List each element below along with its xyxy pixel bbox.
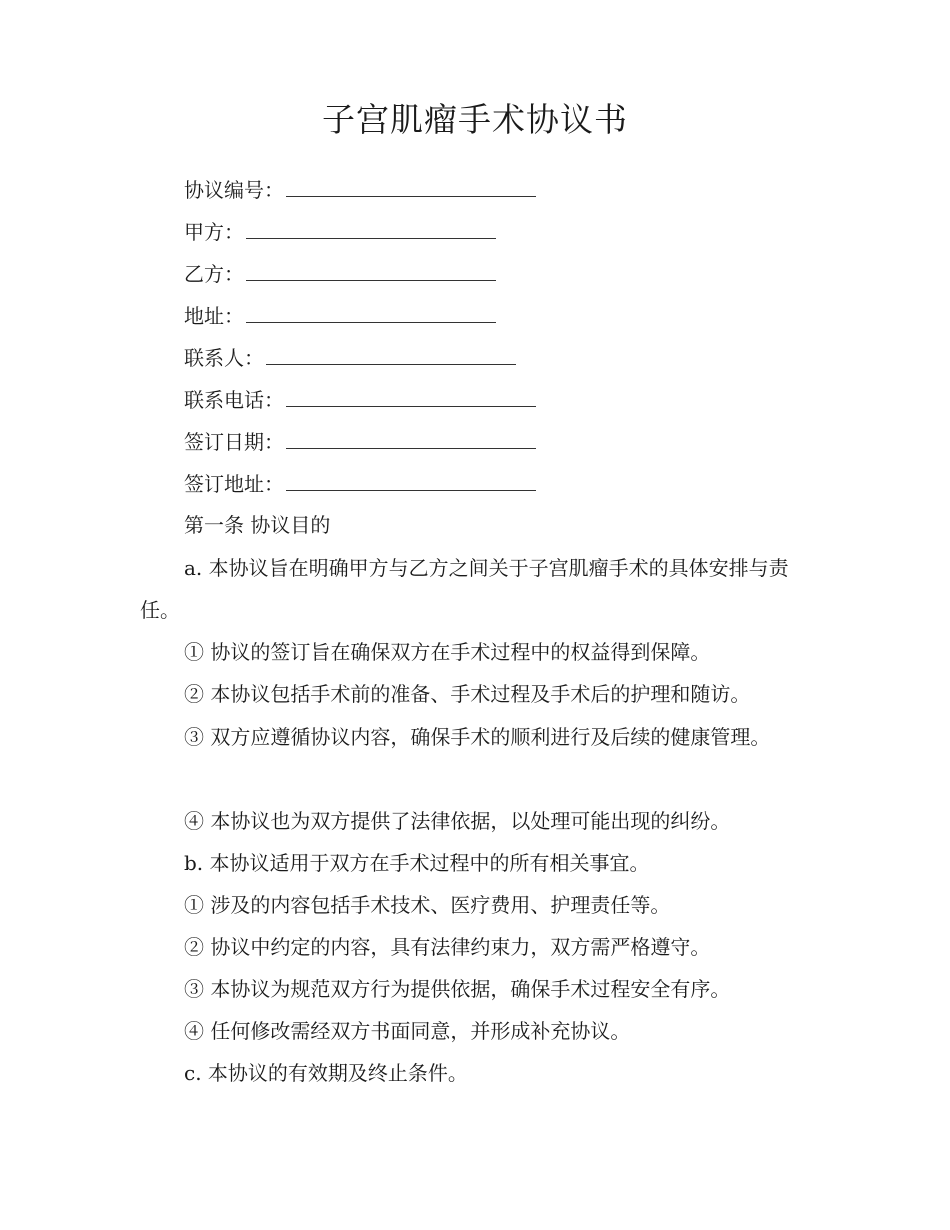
field-label: 签订日期：	[184, 430, 284, 454]
clause-b: b. 本协议适用于双方在手术过程中的所有相关事宜。	[184, 851, 650, 875]
field-label: 协议编号：	[184, 178, 284, 202]
field-label: 联系人：	[184, 346, 264, 370]
fill-in-blank	[286, 468, 536, 491]
field-signing-date	[184, 426, 536, 457]
field-label: 乙方：	[184, 262, 244, 286]
fill-in-blank	[246, 216, 496, 239]
field-label: 地址：	[184, 304, 244, 328]
field-contact-person	[184, 342, 516, 373]
fill-in-blank	[246, 258, 496, 281]
clause-a-point-1: ① 协议的签订旨在确保双方在手术过程中的权益得到保障。	[184, 640, 711, 664]
field-contact-phone	[184, 384, 536, 415]
fill-in-blank	[266, 342, 516, 365]
clause-b-point-1: ① 涉及的内容包括手术技术、医疗费用、护理责任等。	[184, 893, 671, 917]
field-party-a	[184, 216, 496, 247]
clause-a: a. 本协议旨在明确甲方与乙方之间关于子宫肌瘤手术的具体安排与责任。	[140, 556, 789, 622]
section-heading: 第一条 协议目的	[184, 513, 331, 537]
fill-in-blank	[286, 384, 536, 407]
field-signing-address	[184, 468, 536, 499]
fill-in-blank	[246, 300, 496, 323]
clause-b-point-3: ③ 本协议为规范双方行为提供依据，确保手术过程安全有序。	[184, 977, 731, 1001]
fill-in-blank	[286, 426, 536, 449]
field-label: 签订地址：	[184, 472, 284, 496]
clause-b-point-2: ② 协议中约定的内容，具有法律约束力，双方需严格遵守。	[184, 935, 711, 959]
field-label: 甲方：	[184, 220, 244, 244]
clause-c: c. 本协议的有效期及终止条件。	[184, 1061, 468, 1085]
clause-a-point-2: ② 本协议包括手术前的准备、手术过程及手术后的护理和随访。	[184, 682, 751, 706]
field-agreement-number	[184, 174, 536, 205]
clause-a-point-3: ③ 双方应遵循协议内容，确保手术的顺利进行及后续的健康管理。	[184, 725, 771, 749]
field-label: 联系电话：	[184, 388, 284, 412]
field-address	[184, 300, 496, 331]
clause-b-point-4: ④ 任何修改需经双方书面同意，并形成补充协议。	[184, 1019, 631, 1043]
clause-a-point-4: ④ 本协议也为双方提供了法律依据，以处理可能出现的纠纷。	[184, 809, 731, 833]
document-title: 子宫肌瘤手术协议书	[322, 100, 628, 139]
fill-in-blank	[286, 174, 536, 197]
field-party-b	[184, 258, 496, 289]
